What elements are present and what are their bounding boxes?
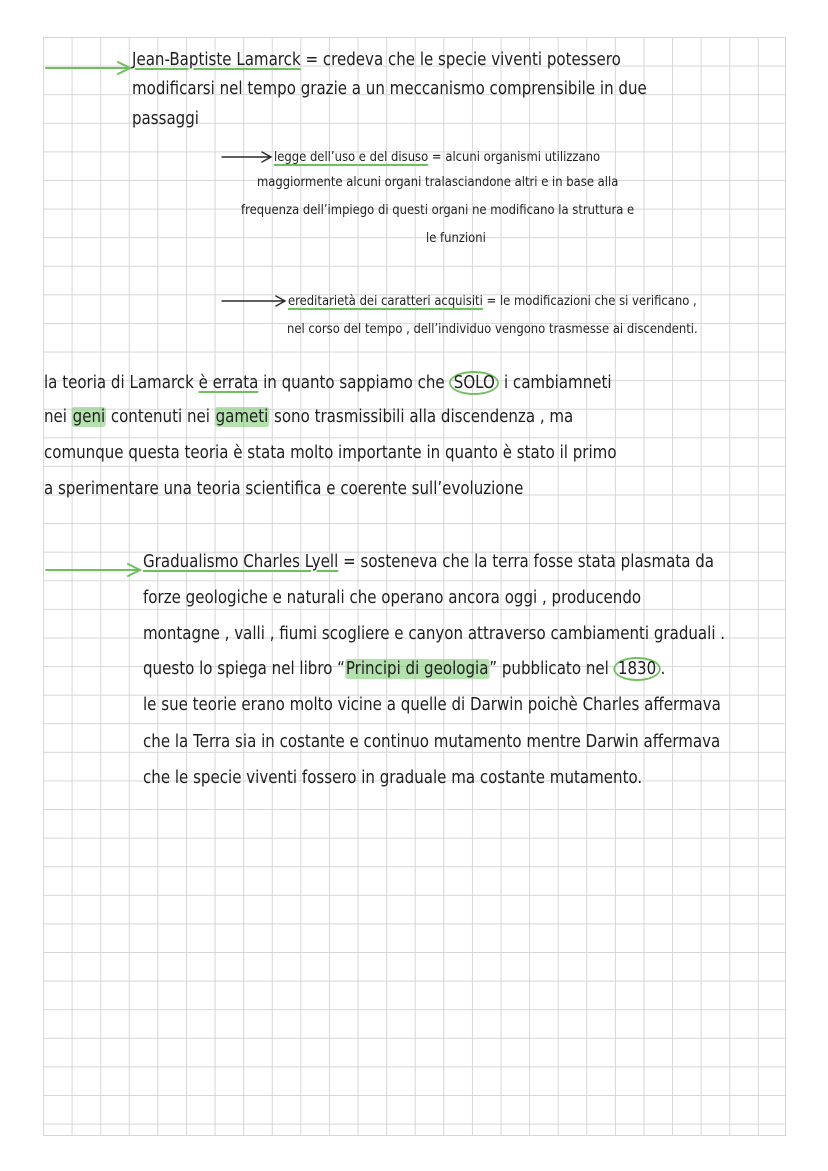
lyell-line-3: montagne , valli , fiumi scogliere e canyon attraverso cambiamenti graduali . <box>143 624 726 644</box>
lyell-line-2: forze geologiche e naturali che operano ancora oggi , producendo <box>143 588 642 608</box>
lyell-line-1: Gradualismo Charles Lyell = sosteneva che la terra fosse stata plasmata da <box>143 552 715 572</box>
teoria-line-2: nei geni contenuti nei gameti sono trasmissibili alla discendenza , ma <box>44 407 574 427</box>
gameti-highlight: gameti <box>215 407 269 427</box>
uso-term: legge dell’uso e del disuso <box>274 149 429 165</box>
ereditarieta-term: ereditarietà dei caratteri acquisiti <box>288 293 483 309</box>
lamarck-line-1: Jean-Baptiste Lamarck = credeva che le specie viventi potessero <box>132 50 621 70</box>
lyell-line-4: questo lo spiega nel libro “Principi di geologia” pubblicato nel 1830 . <box>143 659 666 679</box>
lyell-line-5: le sue teorie erano molto vicine a quelle di Darwin poichè Charles affermava <box>143 695 721 715</box>
uso-line-4: le funzioni <box>426 230 486 246</box>
solo-circled: SOLO <box>449 371 499 395</box>
ereditarieta-line-1: ereditarietà dei caratteri acquisiti = le modificazioni che si verificano , <box>288 293 697 309</box>
principi-highlight: Principi di geologia <box>345 659 489 679</box>
teoria-line-4: a sperimentare una teoria scientifica e coerente sull’evoluzione <box>44 479 524 499</box>
uso-line-3: frequenza dell’impiego di questi organi ne modificano la struttura e <box>241 202 635 218</box>
teoria-line-1: la teoria di Lamarck è errata in quanto sappiamo che SOLO i cambiamneti <box>44 373 612 393</box>
lyell-term: Gradualismo Charles Lyell <box>143 552 339 572</box>
lamarck-line-2: modificarsi nel tempo grazie a un meccanismo comprensibile in due <box>132 79 647 99</box>
uso-line-2: maggiormente alcuni organi tralasciandone altri e in base alla <box>257 174 619 190</box>
lamarck-name: Jean-Baptiste Lamarck <box>132 50 301 70</box>
lyell-line-6: che la Terra sia in costante e continuo mutamento mentre Darwin affermava <box>143 732 721 752</box>
uso-line-1: legge dell’uso e del disuso = alcuni organismi utilizzano <box>274 149 601 165</box>
lyell-line-7: che le specie viventi fossero in graduale ma costante mutamento. <box>143 768 643 788</box>
lamarck-line-3: passaggi <box>132 109 199 129</box>
geni-highlight: geni <box>72 407 106 427</box>
teoria-line-3: comunque questa teoria è stata molto importante in quanto è stato il primo <box>44 443 617 463</box>
year-circled: 1830 <box>614 657 661 681</box>
ereditarieta-line-2: nel corso del tempo , dell’individuo vengono trasmesse ai discendenti. <box>287 321 698 337</box>
errata-underline: è errata <box>198 373 259 393</box>
